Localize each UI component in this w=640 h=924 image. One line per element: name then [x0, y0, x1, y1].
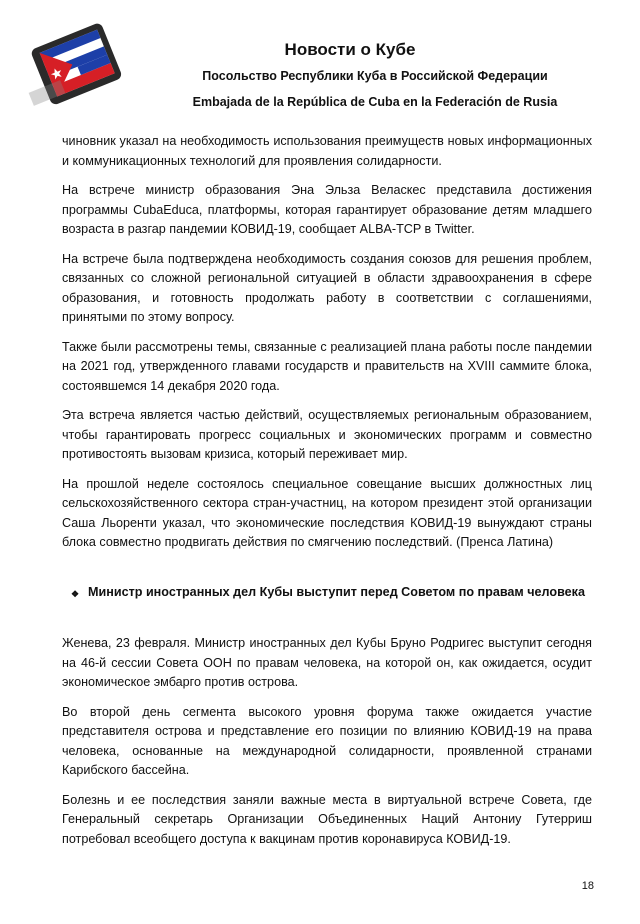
news-heading-text: Министр иностранных дел Кубы выступит перед Советом по правам человека: [88, 584, 585, 599]
page-title: Новости о Кубе: [284, 40, 416, 59]
paragraph: Женева, 23 февраля. Министр иностранных дел Кубы Бруно Родригес выступит сегодня на 46-й сессии Совета ООН по правам человека, на которой он, как ожидается, осудит экономическое эмбарго против острова.: [62, 636, 592, 689]
page-number: 18: [581, 880, 594, 892]
paragraph: Во второй день сегмента высокого уровня форума также ожидается участие представителя острова и представление его позиции по влиянию КОВИД-19 на права человека, основанные на международной солидарности, проявленной странами Карибского бассейна.: [62, 704, 592, 777]
paragraph: На прошлой неделе состоялось специальное совещание высших должностных лиц сельскохозяйственного сектора стран-участниц, на котором президент этой организации Саша Льоренти указал, что экономические последствия КОВИД-19 вынуждают страны блока совместно продвигать действия по смягчению последствий. (Пренса Латина): [62, 476, 592, 549]
paragraph: На встрече министр образования Эна Эльза Веласкес представила достижения программы CubaEduca, платформы, которая гарантирует образование детям младшего возраста в разгар пандемии КОВИД-19, сообщает ALBA-TCP в Twitter.: [62, 183, 592, 236]
article-body: [62, 132, 592, 859]
embassy-name-es: Embajada de la República de Cuba en la Federación de Rusia: [192, 95, 558, 109]
paragraph: На встрече была подтверждена необходимость создания союзов для решения проблем, связанных со сложной региональной ситуацией в области здравоохранения в сфере образования, и готовность продолжать работу в соответствии с соглашениями, принятыми по этому вопросу.: [62, 251, 592, 324]
cuba-russia-flags-icon: [22, 18, 132, 108]
news-heading: [62, 583, 592, 605]
paragraph: Болезнь и ее последствия заняли важные места в виртуальной встрече Совета, где Генеральный секретарь Организации Объединенных Наций Антониу Гутерриш потребовал всеобщего доступа к вакцинам против коронавируса КОВИД-19.: [62, 792, 592, 846]
paragraph: Также были рассмотрены темы, связанные с реализацией плана работы после пандемии на 2021 год, утвержденного главами государств и правительств на XVIII саммите блока, состоявшемся 14 декабря 2020 года.: [62, 339, 592, 393]
diamond-bullet-icon: ❖: [70, 588, 80, 599]
paragraph: чиновник указал на необходимость использования преимуществ новых информационных и коммуникационных технологий для проявления солидарности.: [62, 134, 592, 168]
paragraph: Эта встреча является частью действий, осуществляемых региональным образованием, чтобы гарантировать прогресс социальных и экономических программ и совместно противостоять вызовам кризиса, который переживает мир.: [62, 408, 592, 461]
embassy-name-ru: Посольство Республики Куба в Российской Федерации: [202, 69, 548, 83]
